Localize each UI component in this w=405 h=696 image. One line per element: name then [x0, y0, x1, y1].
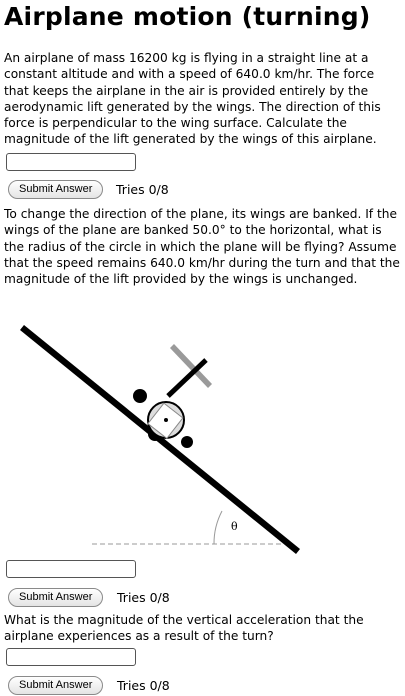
angle-theta-label: θ: [231, 520, 238, 533]
angle-arc: [214, 511, 222, 544]
tries-1-counter: Tries 0/8: [116, 182, 169, 197]
question-2-text: To change the direction of the plane, its wings are banked. If the wings of the plane are banked 50.0° to the horizontal, what is the radius of the circle in which the plane will be flying? Assume that the speed remains 640.0 km/hr during the turn and that the magnitude of the lift provided by the wings is unchanged.: [4, 207, 400, 287]
banked-airplane-figure: [0, 318, 405, 556]
left-engine: [133, 389, 147, 403]
question-1-text: An airplane of mass 16200 kg is flying in a straight line at a constant altitude and with a speed of 640.0 km/hr. The force that keeps the airplane in the air is provided entirely by the aerodynamic lift generated by the wings. The direction of this force is perpendicular to the wing surface. Calculate the magnitude of the lift generated by the wings of this airplane.: [4, 51, 381, 147]
answer-2-input[interactable]: [6, 560, 136, 578]
submit-answer-2-button[interactable]: Submit Answer: [8, 588, 103, 607]
wing-engine: [181, 436, 193, 448]
answer-1-input[interactable]: [6, 153, 136, 171]
page-title: Airplane motion (turning): [4, 2, 371, 31]
fuselage-center: [164, 418, 168, 422]
tail-fin: [170, 344, 212, 388]
submit-answer-1-button[interactable]: Submit Answer: [8, 180, 103, 199]
tries-2-counter: Tries 0/8: [117, 590, 170, 605]
tries-3-counter: Tries 0/8: [117, 678, 170, 693]
submit-answer-3-button[interactable]: Submit Answer: [8, 676, 103, 695]
question-3-text: What is the magnitude of the vertical acceleration that the airplane experiences as a result of the turn?: [4, 613, 364, 644]
answer-3-input[interactable]: [6, 648, 136, 666]
wing-shape: [20, 325, 300, 554]
